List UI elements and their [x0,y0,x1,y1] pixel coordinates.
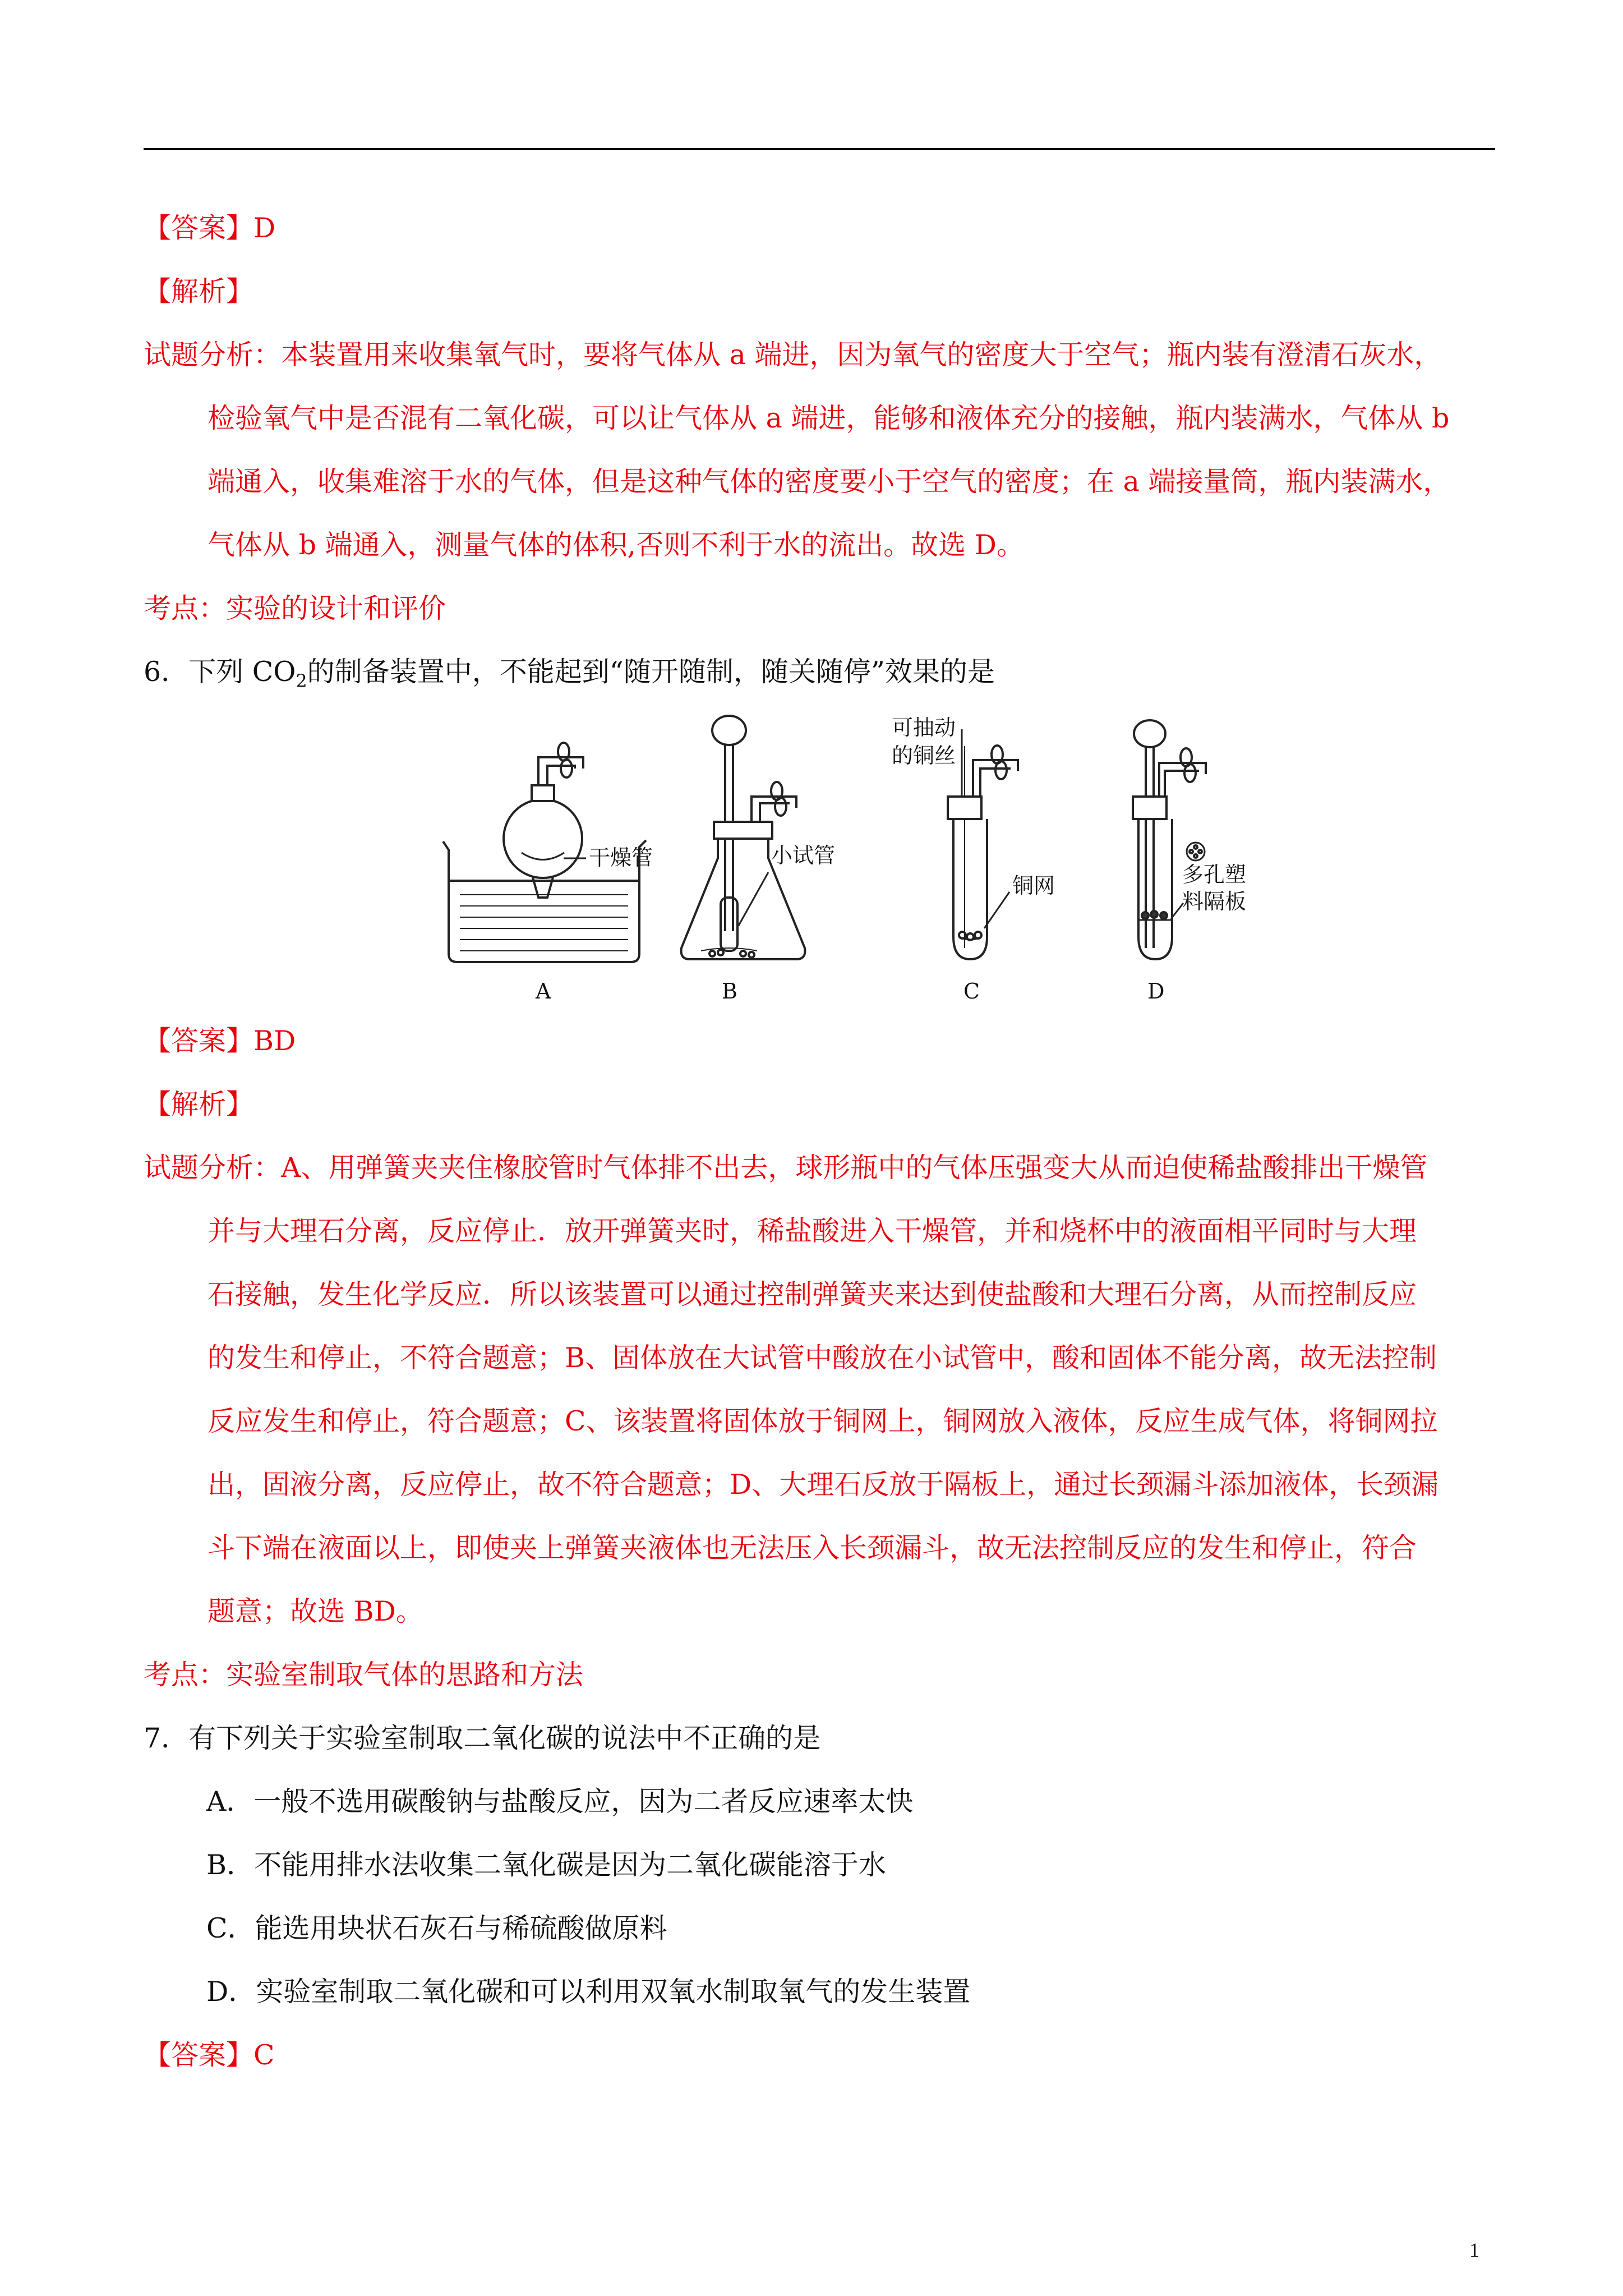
label-copper-wire-2: 的铜丝 [892,743,956,768]
q6-analysis-line-5: 反应发生和停止，符合题意；C、该装置将固体放于铜网上，铜网放入液体，反应生成气体，将铜网拉 [208,1405,1438,1437]
label-plate-1: 多孔塑 [1182,862,1247,887]
q5-analysis-line-4: 气体从 b 端通入，测量气体的体积,否则不利于水的流出。故选 D。 [208,529,1024,561]
q6-analysis-line-1: 试题分析：A、用弹簧夹夹住橡胶管时气体排不出去，球形瓶中的气体压强变大从而迫使稀盐酸排出干燥管 [144,1152,1428,1184]
q7-option-a: A．一般不选用碳酸钠与盐酸反应，因为二者反应速率太快 [206,1786,914,1818]
q5-analysis-line-2: 检验氧气中是否混有二氧化碳，可以让气体从 a 端进，能够和液体充分的接触，瓶内装满水，气体从 b [208,402,1450,434]
q6-stem: 6．下列 $CO_2$的制备装置中，不能起到“随开随制，随关随停”效果的是 [144,656,995,692]
q5-kaodian: 考点：实验的设计和评价 [144,592,446,624]
q6-analysis-label: 【解析】 [144,1088,254,1120]
q5-answer: 【答案】D [144,212,276,244]
apparatus-d [1133,720,1246,1004]
header-rule [144,148,1495,150]
q6-analysis-line-6: 出，固液分离，反应停止，故不符合题意；D、大理石反放于隔板上，通过长颈漏斗添加液体，长颈漏 [208,1469,1439,1501]
q5-analysis-line-1: 试题分析：本装置用来收集氧气时，要将气体从 a 端进，因为氧气的密度大于空气；瓶内装有澄清石灰水， [144,339,1442,371]
q6-analysis-line-4: 的发生和停止，不符合题意；B、固体放在大试管中酸放在小试管中，酸和固体不能分离，故无法控制 [208,1342,1437,1374]
q7-answer: 【答案】C [144,2039,275,2071]
label-c: C [963,979,980,1004]
apparatus-c [892,715,1055,1004]
co2-apparatus-figure [437,712,1623,1004]
q5-analysis-line-3: 端通入，收集难溶于水的气体，但是这种气体的密度要小于空气的密度；在 a 端接量筒，瓶内装满水， [208,466,1451,498]
page-number: 1 [1469,2239,1479,2261]
q6-kaodian: 考点：实验室制取气体的思路和方法 [144,1659,584,1691]
label-copper-mesh: 铜网 [1012,873,1055,898]
apparatus-a [443,743,653,1004]
q7-stem: 7．有下列关于实验室制取二氧化碳的说法中不正确的是 [144,1722,821,1754]
q5-analysis-label: 【解析】 [144,275,254,307]
label-drying-tube: 干燥管 [589,845,653,870]
label-plate-2: 料隔板 [1182,889,1247,914]
q7-option-c: C．能选用块状石灰石与稀硫酸做原料 [206,1912,667,1944]
q7-option-d: D．实验室制取二氧化碳和可以利用双氧水制取氧气的发生装置 [206,1976,971,2008]
q6-analysis-line-2: 并与大理石分离，反应停止．放开弹簧夹时，稀盐酸进入干燥管，并和烧杯中的液面相平同时与大理 [208,1215,1417,1247]
label-b: B [722,979,737,1004]
apparatus-b [681,716,835,1004]
q6-analysis-line-3: 石接触，发生化学反应．所以该装置可以通过控制弹簧夹来达到使盐酸和大理石分离，从而控制反应 [208,1278,1417,1310]
q7-option-b: B．不能用排水法收集二氧化碳是因为二氧化碳能溶于水 [206,1849,887,1881]
q6-analysis-line-8: 题意；故选 BD。 [208,1595,423,1627]
label-a: A [536,979,551,1004]
label-copper-wire-1: 可抽动 [892,715,956,740]
q6-analysis-line-7: 斗下端在液面以上，即使夹上弹簧夹液体也无法压入长颈漏斗，故无法控制反应的发生和停止，符合 [208,1532,1417,1564]
label-d: D [1147,979,1165,1004]
label-small-tube: 小试管 [771,843,836,868]
q6-answer: 【答案】BD [144,1025,296,1057]
